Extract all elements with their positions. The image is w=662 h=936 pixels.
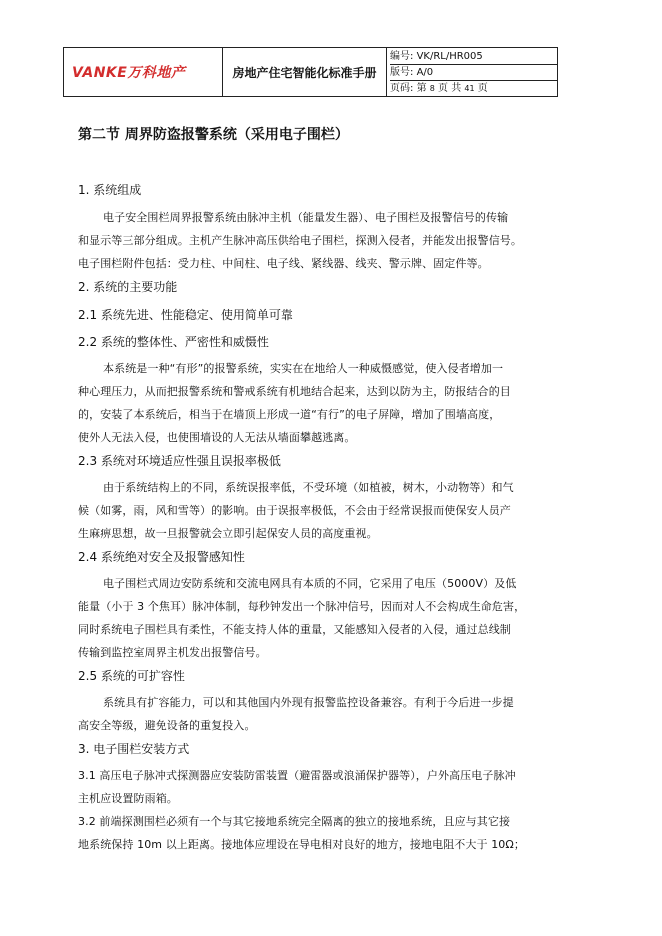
page-total: 41: [464, 83, 475, 93]
paragraph-line: 能量（小于 3 个焦耳）脉冲体制，每秒钟发出一个脉冲信号，因而对人不会构成生命危害，: [78, 600, 526, 613]
doc-number-value: VK/RL/HR005: [416, 50, 483, 62]
paragraph-line: 电子围栏式周边安防系统和交流电网具有本质的不同，它采用了电压（5000V）及低: [103, 577, 517, 590]
doc-number-label: 编号:: [390, 50, 414, 62]
paragraph-line: 地系统保持 10m 以上距离。接地体应埋设在导电相对良好的地方，接地电阻不大于 10Ω；: [78, 838, 526, 851]
version-line: [390, 65, 557, 81]
heading-1: 1. 系统组成: [78, 183, 142, 197]
version-label: 版号:: [390, 66, 414, 78]
doc-meta: [387, 48, 558, 97]
manual-title: 房地产住宅智能化标准手册: [223, 48, 387, 97]
page-number-line: [390, 81, 557, 96]
section-title: 第二节 周界防盗报警系统（采用电子围栏）: [78, 127, 349, 143]
paragraph-line: 候（如雾，雨，风和雪等）的影响。由于误报率极低，不会由于经常误报而使保安人员产: [78, 504, 511, 517]
paragraph-line: 的，安装了本系统后，相当于在墙顶上形成一道“有行”的电子屏障，增加了围墙高度，: [78, 408, 501, 421]
logo-cell: [64, 48, 223, 97]
paragraph-line: 本系统是一种“有形”的报警系统，实实在在地给人一种威慑感觉，使入侵者增加一: [103, 362, 504, 375]
paragraph-line: 传输到监控室周界主机发出报警信号。: [78, 646, 267, 659]
paragraph-line: 系统具有扩容能力，可以和其他国内外现有报警监控设备兼容。有利于今后进一步提: [103, 696, 514, 709]
paragraph-line: 生麻痹思想，故一旦报警就会立即引起保安人员的高度重视。: [78, 527, 378, 540]
paragraph-line: 电子安全围栏周界报警系统由脉冲主机（能量发生器）、电子围栏及报警信号的传输: [103, 211, 509, 224]
paragraph-line: 3.2 前端探测围栏必须有一个与其它接地系统完全隔离的独立的接地系统，且应与其它接: [78, 815, 511, 828]
heading-2-5: 2.5 系统的可扩容性: [78, 669, 185, 683]
paragraph-line: 种心理压力，从而把报警系统和警戒系统有机地结合起来，达到以防为主，防报结合的目: [78, 385, 511, 398]
paragraph-line: 高安全等级，避免设备的重复投入。: [78, 719, 256, 732]
document-header: [63, 47, 558, 97]
heading-2: 2. 系统的主要功能: [78, 280, 178, 294]
paragraph-line: 同时系统电子围栏具有柔性，不能支持人体的重量，又能感知入侵者的入侵，通过总线制: [78, 623, 511, 636]
page-mid: 页 共: [438, 82, 462, 94]
version-value: A/0: [416, 66, 434, 78]
paragraph-line: 使外人无法入侵，也使围墙设的人无法从墙面攀越逃离。: [78, 431, 356, 444]
heading-2-2: 2.2 系统的整体性、严密性和威慑性: [78, 335, 269, 349]
page-suffix: 页: [477, 82, 488, 94]
paragraph-line: 由于系统结构上的不同，系统误报率低，不受环境（如植被，树木，小动物等）和气: [103, 481, 514, 494]
heading-2-4: 2.4 系统绝对安全及报警感知性: [78, 550, 245, 564]
heading-2-1: 2.1 系统先进、性能稳定、使用简单可靠: [78, 308, 293, 322]
heading-2-3: 2.3 系统对环境适应性强且误报率极低: [78, 454, 281, 468]
page-label: 页码:: [390, 82, 414, 94]
vanke-logo: [64, 62, 222, 82]
page-prefix: 第: [416, 82, 427, 94]
paragraph-line: 和显示等三部分组成。主机产生脉冲高压供给电子围栏，探测入侵者，并能发出报警信号。: [78, 234, 522, 247]
paragraph-line: 主机应设置防雨箱。: [78, 792, 178, 805]
page-current: 8: [429, 83, 435, 93]
heading-3: 3. 电子围栏安装方式: [78, 742, 190, 756]
doc-number-line: [390, 49, 557, 65]
paragraph-line: 电子围栏附件包括：受力柱、中间柱、电子线、紧线器、线夹、警示牌、固定件等。: [78, 257, 489, 270]
logo-text: VANKE万科地产: [72, 65, 186, 81]
paragraph-line: 3.1 高压电子脉冲式探测器应安装防雷装置（避雷器或浪涌保护器等），户外高压电子脉冲: [78, 769, 516, 782]
